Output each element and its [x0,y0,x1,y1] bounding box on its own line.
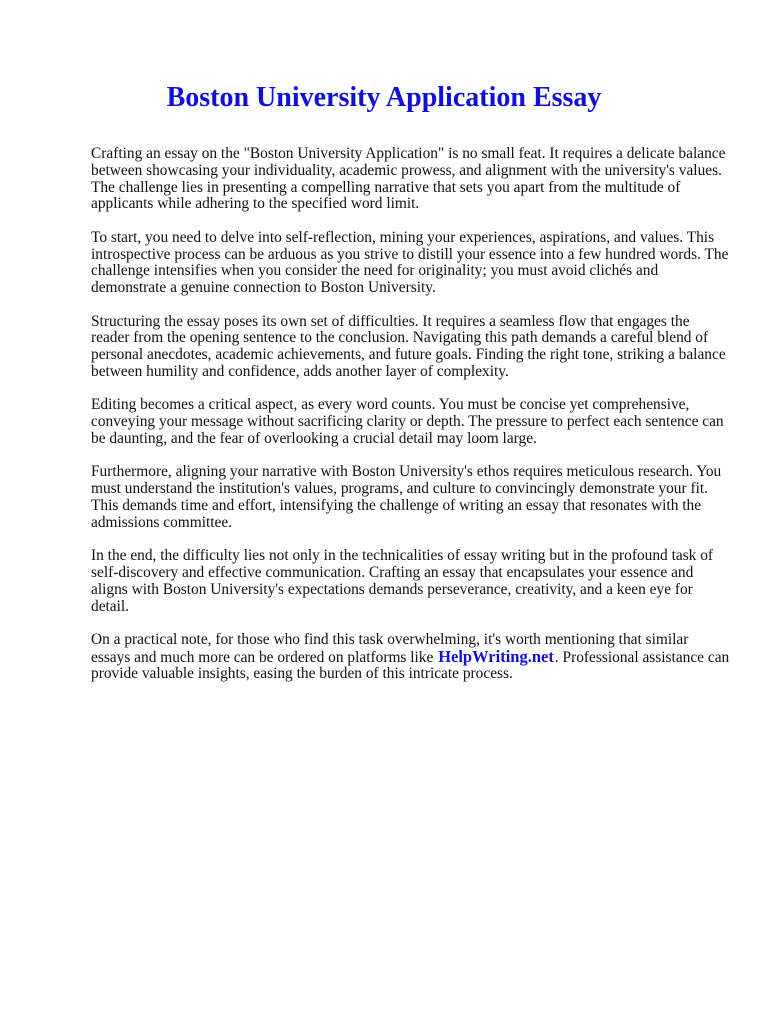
paragraph-7 [91,632,731,683]
paragraph-5: Furthermore, aligning your narrative with Boston University's ethos requires meticulous research. You must understand the institution's values, programs, and culture to convincingly demonstrate your fit. This demands time and effort, intensifying the challenge of writing an essay that resonates with the admissions committee. [91,463,722,531]
helpwriting-link[interactable]: HelpWriting.net [438,646,554,666]
paragraph-4: Editing becomes a critical aspect, as every word counts. You must be concise yet comprehensive, conveying your message without sacrificing clarity or depth. The pressure to perfect each sentence can be daunting, and the fear of overlooking a crucial detail may loom large. [91,396,724,447]
paragraph-2: To start, you need to delve into self-reflection, mining your experiences, aspirations, and values. This introspective process can be arduous as you strive to distill your essence into a few hundred words. The challenge intensifies when you consider the need for originality; you must avoid clichés and demonstrate a genuine connection to Boston University. [91,228,729,297]
paragraph-6: In the end, the difficulty lies not only in the technicalities of essay writing but in the profound task of self-discovery and effective communication. Crafting an essay that encapsulates your essence and aligns with Boston University's expectations demands perseverance, creativity, and a keen eye for detail. [91,547,714,615]
essay-body [91,146,731,700]
paragraph-7-after-link: . Professional assistance can provide valuable insights, easing the burden of this intricate process. [91,648,730,683]
page-title: Boston University Application Essay [166,82,602,113]
paragraph-1: Crafting an essay on the "Boston University Application" is no small feat. It requires a delicate balance between showcasing your individuality, academic prowess, and alignment with the university's values. The challenge lies in presenting a compelling narrative that sets you apart from the multitude of applicants while adhering to the specified word limit. [91,145,726,213]
paragraph-7-before-link: On a practical note, for those who find this task overwhelming, it's worth mentioning that similar essays and much more can be ordered on platforms like [91,630,689,666]
paragraph-3: Structuring the essay poses its own set of difficulties. It requires a seamless flow that engages the reader from the opening sentence to the conclusion. Navigating this path demands a careful blend of personal anecdotes, academic achievements, and future goals. Finding the right tone, striking a balance between humility and confidence, adds another layer of complexity. [91,312,726,380]
